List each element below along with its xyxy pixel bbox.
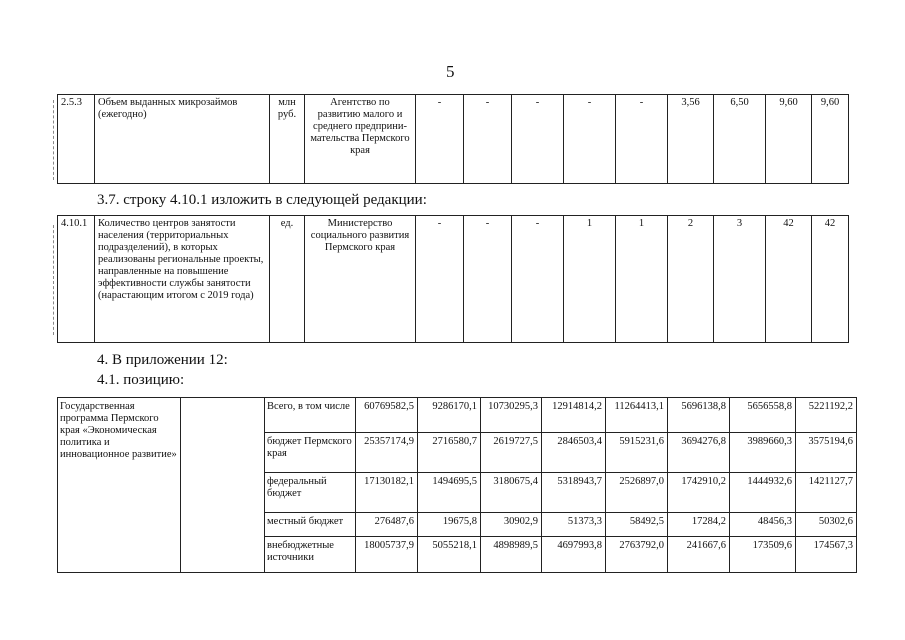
- table-row: [58, 398, 857, 433]
- value-cell: -: [464, 216, 512, 343]
- value-cell: 2526897,0: [606, 473, 668, 513]
- source-label: Всего, в том числе: [265, 398, 356, 433]
- empty-cell: [181, 398, 265, 573]
- section-heading: 4. В приложении 12:: [97, 352, 228, 368]
- margin-dashed-line: [53, 225, 55, 335]
- value-cell: -: [416, 95, 464, 184]
- financing-table: [57, 397, 857, 573]
- value-cell: 18005737,9: [356, 537, 418, 573]
- value-cell: 12914814,2: [542, 398, 606, 433]
- value-cell: 2846503,4: [542, 433, 606, 473]
- value-cell: 1421127,7: [796, 473, 857, 513]
- section-heading: 4.1. позицию:: [97, 372, 185, 388]
- value-cell: 42: [812, 216, 849, 343]
- table-row: [58, 95, 849, 184]
- value-cell: -: [416, 216, 464, 343]
- source-label: федеральный бюджет: [265, 473, 356, 513]
- unit: млн руб.: [270, 95, 305, 184]
- row-code: 4.10.1: [58, 216, 95, 343]
- responsible-agency: Агентство по развитию малого и среднего предприни-мательства Пермского края: [305, 95, 416, 184]
- value-cell: 1: [616, 216, 668, 343]
- value-cell: 5656558,8: [730, 398, 796, 433]
- value-cell: 173509,6: [730, 537, 796, 573]
- value-cell: 1: [564, 216, 616, 343]
- value-cell: 5055218,1: [418, 537, 481, 573]
- value-cell: 60769582,5: [356, 398, 418, 433]
- value-cell: 1494695,5: [418, 473, 481, 513]
- value-cell: -: [616, 95, 668, 184]
- value-cell: 5696138,8: [668, 398, 730, 433]
- value-cell: 2716580,7: [418, 433, 481, 473]
- value-cell: 5221192,2: [796, 398, 857, 433]
- value-cell: 6,50: [714, 95, 766, 184]
- responsible-agency: Министерство социального развития Пермского края: [305, 216, 416, 343]
- value-cell: 4697993,8: [542, 537, 606, 573]
- value-cell: 9286170,1: [418, 398, 481, 433]
- value-cell: 3989660,3: [730, 433, 796, 473]
- value-cell: 3180675,4: [481, 473, 542, 513]
- row-code: 2.5.3: [58, 95, 95, 184]
- value-cell: 25357174,9: [356, 433, 418, 473]
- value-cell: -: [512, 216, 564, 343]
- page-number: 5: [446, 62, 455, 81]
- value-cell: 2763792,0: [606, 537, 668, 573]
- value-cell: 58492,5: [606, 513, 668, 537]
- source-label: местный бюджет: [265, 513, 356, 537]
- value-cell: -: [512, 95, 564, 184]
- margin-dashed-line: [53, 100, 55, 180]
- value-cell: 50302,6: [796, 513, 857, 537]
- value-cell: 1742910,2: [668, 473, 730, 513]
- value-cell: 9,60: [766, 95, 812, 184]
- value-cell: 17284,2: [668, 513, 730, 537]
- value-cell: 19675,8: [418, 513, 481, 537]
- value-cell: 51373,3: [542, 513, 606, 537]
- table-row: [58, 216, 849, 343]
- indicator-table-4-10-1: [57, 215, 849, 343]
- source-label: бюджет Пермского края: [265, 433, 356, 473]
- value-cell: 3: [714, 216, 766, 343]
- value-cell: 42: [766, 216, 812, 343]
- program-name: Государственная программа Пермского края «Экономическая политика и инновационное развитие»: [58, 398, 181, 573]
- section-heading: 3.7. строку 4.10.1 изложить в следующей редакции:: [97, 192, 427, 208]
- value-cell: 10730295,3: [481, 398, 542, 433]
- value-cell: 241667,6: [668, 537, 730, 573]
- value-cell: 4898989,5: [481, 537, 542, 573]
- indicator-table-2-5-3: [57, 94, 849, 184]
- value-cell: 9,60: [812, 95, 849, 184]
- value-cell: 3694276,8: [668, 433, 730, 473]
- value-cell: 3,56: [668, 95, 714, 184]
- indicator-name: Количество центров занятости населения (территориальных подразделений), в которых реализованы региональные проекты, направленные на повышение эффективности службы занятости (нарастающим итогом с 2019 года): [95, 216, 270, 343]
- value-cell: 2: [668, 216, 714, 343]
- value-cell: 17130182,1: [356, 473, 418, 513]
- value-cell: 5318943,7: [542, 473, 606, 513]
- indicator-name: Объем выданных микрозаймов (ежегодно): [95, 95, 270, 184]
- source-label: внебюджетные источники: [265, 537, 356, 573]
- value-cell: -: [464, 95, 512, 184]
- value-cell: 276487,6: [356, 513, 418, 537]
- value-cell: 11264413,1: [606, 398, 668, 433]
- value-cell: 174567,3: [796, 537, 857, 573]
- value-cell: 2619727,5: [481, 433, 542, 473]
- value-cell: 48456,3: [730, 513, 796, 537]
- value-cell: 30902,9: [481, 513, 542, 537]
- value-cell: -: [564, 95, 616, 184]
- value-cell: 1444932,6: [730, 473, 796, 513]
- unit: ед.: [270, 216, 305, 343]
- value-cell: 5915231,6: [606, 433, 668, 473]
- value-cell: 3575194,6: [796, 433, 857, 473]
